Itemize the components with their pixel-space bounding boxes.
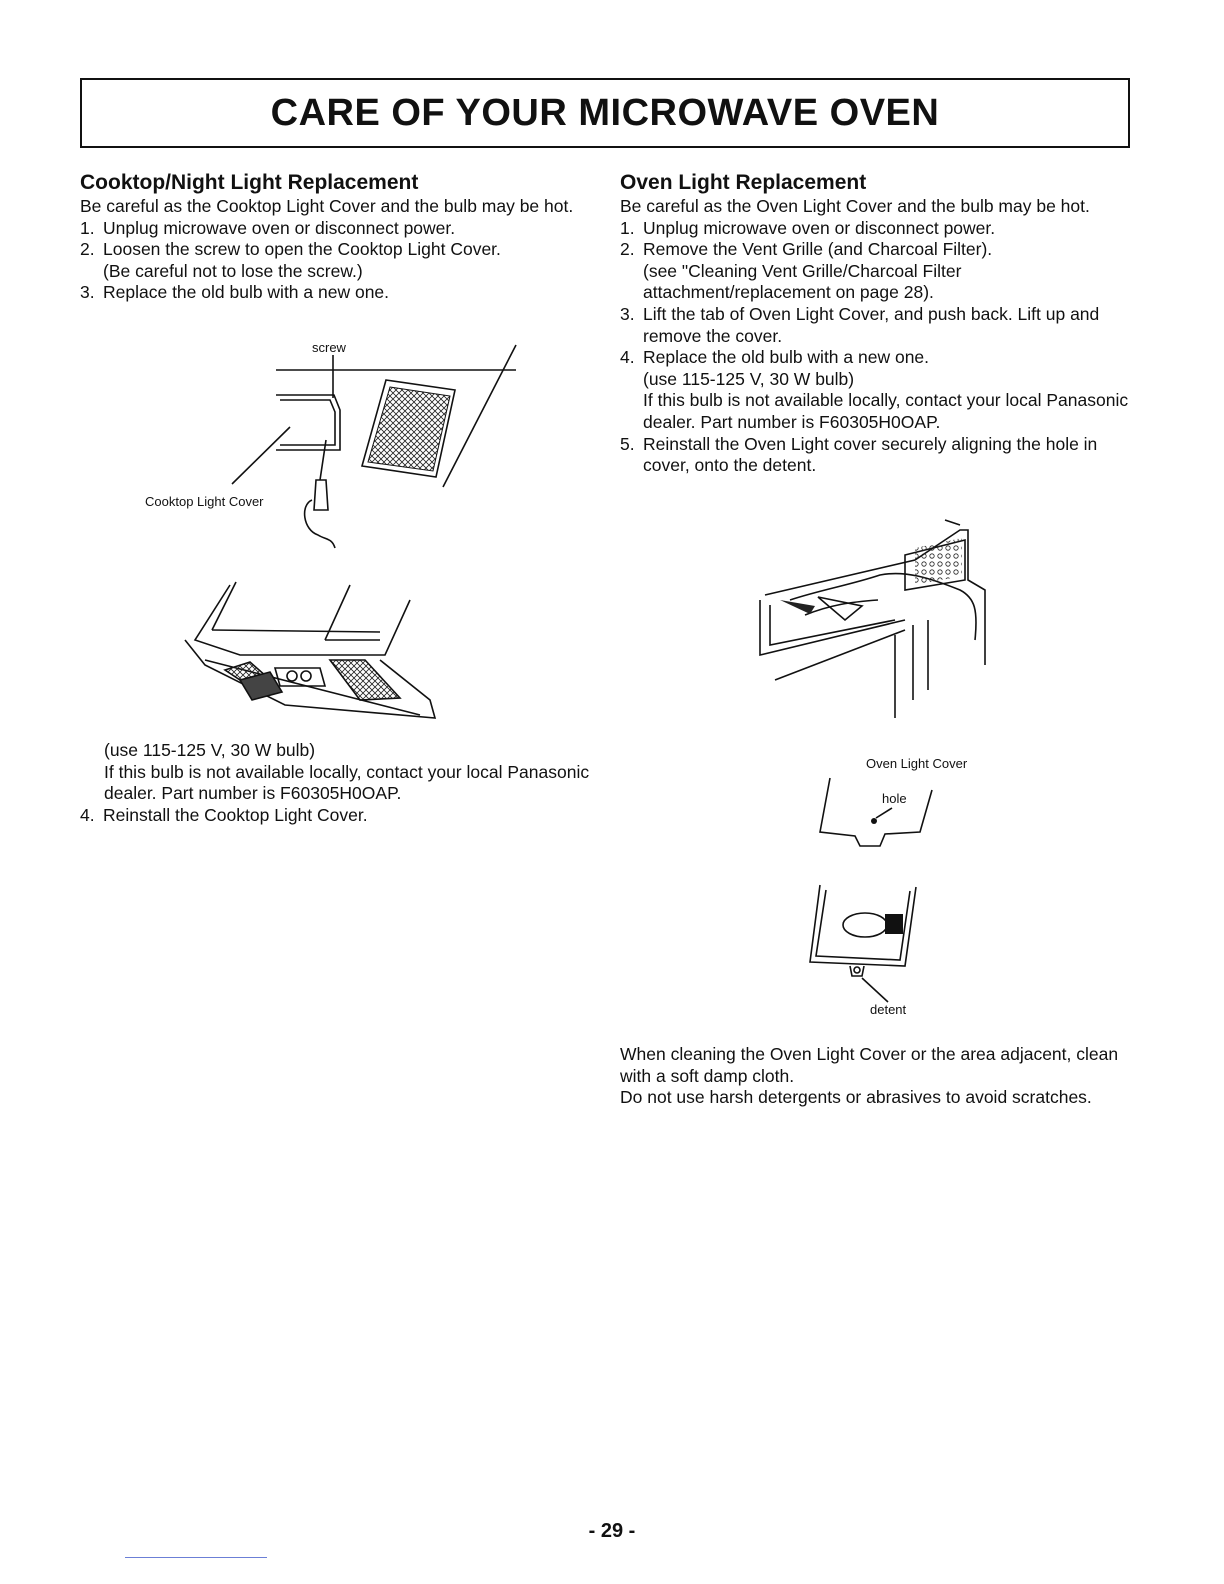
screw-label: screw	[312, 340, 346, 355]
detergent-note: Do not use harsh detergents or abrasives to avoid scratches.	[620, 1087, 1092, 1108]
page-number: - 29 -	[588, 1520, 636, 1542]
list-item: 3. Lift the tab of Oven Light Cover, and push back. Lift up and remove the cover.	[620, 303, 1100, 346]
list-item: 2. Loosen the screw to open the Cooktop Light Cover. (Be careful not to lose the screw.)	[80, 239, 501, 281]
detent-label: detent	[870, 1002, 907, 1017]
cooktop-availability-note: If this bulb is not available locally, contact your local Panasonic dealer. Part number is F60305H0OAP.	[104, 761, 590, 804]
cooktop-bulb-note: (use 115-125 V, 30 W bulb)	[104, 740, 316, 760]
cleaning-note: When cleaning the Oven Light Cover or the area adjacent, clean with a soft damp cloth.	[620, 1044, 1119, 1086]
list-item: 5. Reinstall the Oven Light cover securely aligning the hole in cover, onto the detent.	[620, 433, 1098, 476]
cooktop-intro: Be careful as the Cooktop Light Cover and the bulb may be hot.	[80, 196, 574, 216]
cooktop-light-heading: Cooktop/Night Light Replacement	[80, 171, 419, 194]
footer-rule	[125, 1557, 267, 1558]
list-item: 2. Remove the Vent Grille (and Charcoal Filter). (see "Cleaning Vent Grille/Charcoal Filter attachment/replacement on page 28).	[620, 239, 993, 303]
page-title: CARE OF YOUR MICROWAVE OVEN	[270, 92, 940, 134]
list-item: 4. Reinstall the Cooktop Light Cover.	[80, 805, 368, 825]
oven-intro: Be careful as the Oven Light Cover and the bulb may be hot.	[620, 196, 1090, 216]
oven-cover-label: Oven Light Cover	[866, 756, 968, 771]
list-item: 1. Unplug microwave oven or disconnect power.	[80, 217, 456, 238]
oven-light-heading: Oven Light Replacement	[620, 171, 867, 194]
list-item: 4. Replace the old bulb with a new one. (use 115-125 V, 30 W bulb) If this bulb is not available locally, contact your local Panasonic dealer. Part number is F60305H0OAP.	[620, 347, 1129, 432]
hole-label: hole	[882, 791, 907, 806]
list-item: 1. Unplug microwave oven or disconnect power.	[620, 217, 996, 238]
list-item: 3. Replace the old bulb with a new one.	[80, 282, 390, 303]
oven-cleaning-notes	[620, 1044, 1145, 1109]
cooktop-cover-label: Cooktop Light Cover	[145, 494, 264, 509]
